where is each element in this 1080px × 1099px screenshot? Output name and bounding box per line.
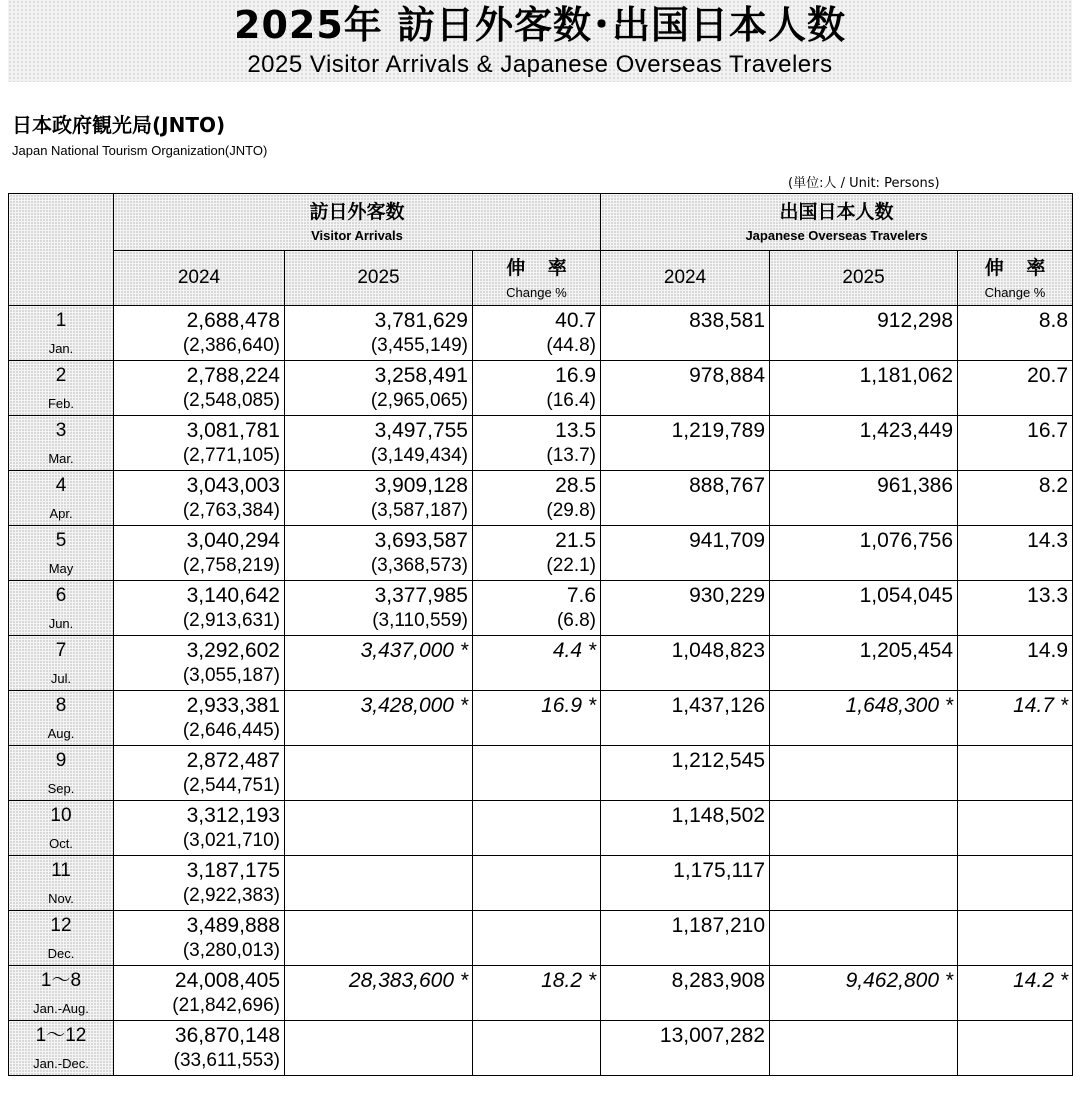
table-row xyxy=(9,746,1073,801)
cell-value: 2,933,381 xyxy=(186,694,280,717)
visitor-change-cell xyxy=(473,306,601,361)
overseas-change-cell xyxy=(958,636,1073,691)
cell-value: 888,767 xyxy=(689,474,766,497)
table-row xyxy=(9,361,1073,416)
cell-value: 1,148,502 xyxy=(671,804,766,827)
cell-value: 1,205,454 xyxy=(859,639,954,662)
visitor-change-cell xyxy=(473,416,601,471)
month-cell xyxy=(9,581,114,636)
cell-value: 1,187,210 xyxy=(671,914,766,937)
month-number: 1～8 xyxy=(40,970,82,991)
visitor-2025-cell xyxy=(285,471,473,526)
cell-prev-value: (2,913,631) xyxy=(182,610,280,631)
overseas-2025-cell xyxy=(770,911,958,966)
visitor-2025-cell xyxy=(285,581,473,636)
cell-prev-value: (2,386,640) xyxy=(182,335,280,356)
visitor-change-cell xyxy=(473,581,601,636)
overseas-change-cell xyxy=(958,526,1073,581)
cell-value: 14.9 xyxy=(1027,639,1069,662)
overseas-change-header xyxy=(958,251,1073,306)
visitor-2025-cell xyxy=(285,361,473,416)
month-abbr: Aug. xyxy=(47,726,75,741)
month-cell xyxy=(9,361,114,416)
cell-value: 3,043,003 xyxy=(186,474,280,497)
visitor-2024-cell xyxy=(114,691,285,746)
month-abbr: Sep. xyxy=(47,781,75,796)
cell-value: 1,175,117 xyxy=(673,859,766,882)
cell-prev-value: (33,611,553) xyxy=(173,1050,280,1071)
visitor-2025-cell xyxy=(285,856,473,911)
month-number: 1 xyxy=(55,310,67,331)
cell-value: 21.5 xyxy=(555,529,597,552)
cell-value: 3,187,175 xyxy=(186,859,280,882)
overseas-change-cell xyxy=(958,581,1073,636)
month-number: 6 xyxy=(55,585,67,606)
visitor-2024-cell xyxy=(114,471,285,526)
visitor-2025-cell xyxy=(285,636,473,691)
overseas-change-cell xyxy=(958,416,1073,471)
cell-value: 912,298 xyxy=(877,309,954,332)
month-cell xyxy=(9,1021,114,1076)
visitor-change-header-jp: 伸 率 xyxy=(506,257,575,279)
cell-value: 961,386 xyxy=(877,474,954,497)
table-row xyxy=(9,801,1073,856)
table-row xyxy=(9,526,1073,581)
visitor-change-cell xyxy=(473,471,601,526)
overseas-change-cell xyxy=(958,306,1073,361)
overseas-2024-cell xyxy=(601,526,770,581)
cell-value: 3,081,781 xyxy=(186,419,280,442)
overseas-2024-cell xyxy=(601,636,770,691)
visitor-2024-cell xyxy=(114,581,285,636)
cell-value: 14.3 xyxy=(1027,529,1069,552)
cell-value: 2,872,487 xyxy=(186,749,280,772)
visitor-change-cell xyxy=(473,691,601,746)
overseas-2024-cell xyxy=(601,581,770,636)
cell-value: 13,007,282 xyxy=(659,1024,766,1047)
month-header-cell xyxy=(9,194,114,306)
table-row xyxy=(9,471,1073,526)
overseas-2024-cell xyxy=(601,911,770,966)
visitor-change-cell xyxy=(473,636,601,691)
cell-value: 3,437,000 * xyxy=(360,639,468,662)
month-number: 11 xyxy=(51,860,71,881)
cell-prev-value: (3,280,013) xyxy=(182,940,280,961)
month-cell xyxy=(9,966,114,1021)
month-number: 5 xyxy=(55,530,67,551)
cell-value: 930,229 xyxy=(689,584,766,607)
cell-value: 28,383,600 * xyxy=(348,969,468,992)
visitor-arrivals-header xyxy=(114,194,601,251)
visitor-2025-header: 2025 xyxy=(285,251,473,306)
visitor-2024-cell xyxy=(114,361,285,416)
month-number: 2 xyxy=(55,365,67,386)
cell-value xyxy=(473,1021,596,1024)
cell-prev-value: (3,110,559) xyxy=(372,610,468,631)
visitor-2024-cell xyxy=(114,966,285,1021)
cell-value xyxy=(770,1021,953,1024)
overseas-travelers-header-en: Japanese Overseas Travelers xyxy=(745,228,928,243)
cell-value: 13.3 xyxy=(1027,584,1069,607)
visitor-2024-cell xyxy=(114,856,285,911)
cell-value xyxy=(958,1021,1068,1024)
cell-value: 8.2 xyxy=(1038,474,1069,497)
cell-value: 16.9 xyxy=(555,364,597,387)
cell-value: 3,312,193 xyxy=(186,804,280,827)
visitor-2024-cell xyxy=(114,526,285,581)
cell-value: 1,648,300 * xyxy=(845,694,954,717)
cell-prev-value: (2,548,085) xyxy=(182,390,280,411)
visitor-2024-cell xyxy=(114,1021,285,1076)
visitor-2025-cell xyxy=(285,966,473,1021)
month-number: 12 xyxy=(50,915,72,936)
month-cell xyxy=(9,471,114,526)
overseas-travelers-header xyxy=(601,194,1073,251)
overseas-2024-cell xyxy=(601,416,770,471)
cell-value: 1,054,045 xyxy=(859,584,954,607)
cell-prev-value: (16.4) xyxy=(546,390,597,411)
month-cell xyxy=(9,856,114,911)
cell-prev-value: (29.8) xyxy=(546,500,597,521)
visitor-2025-cell xyxy=(285,911,473,966)
cell-prev-value: (2,965,065) xyxy=(370,390,468,411)
month-abbr: Jul. xyxy=(50,671,72,686)
month-number: 1～12 xyxy=(35,1025,87,1046)
cell-value: 16.9 * xyxy=(541,694,597,717)
cell-prev-value: (44.8) xyxy=(546,335,597,356)
month-number: 8 xyxy=(55,695,67,716)
cell-prev-value: (22.1) xyxy=(546,555,597,576)
cell-prev-value: (6.8) xyxy=(556,610,597,631)
overseas-2024-cell xyxy=(601,306,770,361)
overseas-2024-cell xyxy=(601,1021,770,1076)
month-abbr: Mar. xyxy=(48,451,74,466)
cell-value: 3,258,491 xyxy=(374,364,468,387)
overseas-2024-cell xyxy=(601,691,770,746)
visitor-2024-header: 2024 xyxy=(114,251,285,306)
month-abbr: Jun. xyxy=(48,616,74,631)
month-number: 9 xyxy=(55,750,67,771)
cell-value: 3,040,294 xyxy=(186,529,280,552)
overseas-2025-cell xyxy=(770,1021,958,1076)
cell-value: 1,048,823 xyxy=(671,639,766,662)
cell-value: 7.6 xyxy=(566,584,597,607)
cell-prev-value: (3,149,434) xyxy=(370,445,468,466)
visitor-change-header xyxy=(473,251,601,306)
cell-value: 1,437,126 xyxy=(671,694,766,717)
visitor-2025-cell xyxy=(285,526,473,581)
overseas-2025-cell xyxy=(770,856,958,911)
organization-name-jp: 日本政府観光局(JNTO) xyxy=(12,113,226,137)
month-cell xyxy=(9,911,114,966)
month-cell xyxy=(9,636,114,691)
cell-prev-value: (3,055,187) xyxy=(182,665,280,686)
month-cell xyxy=(9,801,114,856)
month-abbr: Jan.-Dec. xyxy=(33,1056,89,1071)
cell-value: 36,870,148 xyxy=(174,1024,280,1047)
cell-value xyxy=(285,911,468,914)
cell-value: 8.8 xyxy=(1038,309,1069,332)
cell-value: 24,008,405 xyxy=(174,969,280,992)
cell-value: 20.7 xyxy=(1027,364,1069,387)
overseas-2025-cell xyxy=(770,636,958,691)
visitor-2024-cell xyxy=(114,416,285,471)
cell-value xyxy=(958,801,1068,804)
unit-note: (単位:人 / Unit: Persons) xyxy=(788,176,940,191)
visitor-2024-cell xyxy=(114,306,285,361)
month-number: 10 xyxy=(50,805,72,826)
cell-value: 1,181,062 xyxy=(859,364,954,387)
visitor-2024-cell xyxy=(114,746,285,801)
cell-prev-value: (3,455,149) xyxy=(370,335,468,356)
cell-value xyxy=(770,746,953,749)
cell-value: 978,884 xyxy=(689,364,766,387)
overseas-2024-cell xyxy=(601,471,770,526)
overseas-2025-cell xyxy=(770,746,958,801)
cell-value: 16.7 xyxy=(1027,419,1069,442)
overseas-2024-cell xyxy=(601,746,770,801)
cell-value: 3,377,985 xyxy=(374,584,468,607)
cell-prev-value: (2,758,219) xyxy=(182,555,280,576)
overseas-change-cell xyxy=(958,801,1073,856)
table-row xyxy=(9,636,1073,691)
overseas-2024-header: 2024 xyxy=(601,251,770,306)
visitor-change-header-en: Change % xyxy=(506,285,567,300)
month-cell xyxy=(9,746,114,801)
cell-value xyxy=(958,856,1068,859)
overseas-2024-cell xyxy=(601,856,770,911)
visitor-change-cell xyxy=(473,746,601,801)
overseas-change-cell xyxy=(958,471,1073,526)
month-abbr: Oct. xyxy=(49,836,73,851)
cell-prev-value: (13.7) xyxy=(546,445,597,466)
cell-value xyxy=(958,746,1068,749)
overseas-2025-cell xyxy=(770,526,958,581)
overseas-2024-cell xyxy=(601,361,770,416)
overseas-change-cell xyxy=(958,1021,1073,1076)
visitor-change-cell xyxy=(473,801,601,856)
table-row xyxy=(9,691,1073,746)
cell-prev-value: (21,842,696) xyxy=(172,995,280,1016)
cell-value: 3,489,888 xyxy=(186,914,280,937)
overseas-2025-cell xyxy=(770,306,958,361)
visitor-change-cell xyxy=(473,1021,601,1076)
cell-value xyxy=(473,746,596,749)
cell-prev-value: (2,646,445) xyxy=(182,720,280,741)
visitor-2024-cell xyxy=(114,801,285,856)
visitor-change-cell xyxy=(473,911,601,966)
visitor-2025-cell xyxy=(285,691,473,746)
visitor-2025-cell xyxy=(285,306,473,361)
cell-value xyxy=(770,911,953,914)
cell-prev-value: (3,587,187) xyxy=(370,500,468,521)
cell-value: 3,292,602 xyxy=(186,639,280,662)
cell-value: 2,688,478 xyxy=(186,309,280,332)
month-abbr: Jan.-Aug. xyxy=(33,1001,89,1016)
month-cell xyxy=(9,416,114,471)
month-abbr: May xyxy=(48,561,74,576)
month-cell xyxy=(9,691,114,746)
cell-value: 14.2 * xyxy=(1013,969,1069,992)
cell-value: 28.5 xyxy=(555,474,597,497)
visitor-change-cell xyxy=(473,856,601,911)
overseas-change-cell xyxy=(958,911,1073,966)
cell-prev-value: (2,544,751) xyxy=(182,775,280,796)
page-title-jp: 2025年 訪日外客数･出国日本人数 xyxy=(234,3,846,47)
overseas-2024-cell xyxy=(601,966,770,1021)
month-abbr: Dec. xyxy=(47,946,75,961)
visitor-change-cell xyxy=(473,526,601,581)
overseas-2025-cell xyxy=(770,471,958,526)
visitor-change-cell xyxy=(473,966,601,1021)
statistics-table xyxy=(8,193,1073,1076)
cell-prev-value: (3,021,710) xyxy=(182,830,280,851)
month-abbr: Feb. xyxy=(47,396,74,411)
cell-value: 3,497,755 xyxy=(374,419,468,442)
cell-value xyxy=(285,1021,468,1024)
cell-value: 1,076,756 xyxy=(859,529,954,552)
cell-value xyxy=(473,856,596,859)
cell-prev-value: (3,368,573) xyxy=(370,555,468,576)
cell-value: 18.2 * xyxy=(541,969,597,992)
month-number: 7 xyxy=(55,640,67,661)
cell-value xyxy=(285,856,468,859)
cell-value xyxy=(473,801,596,804)
cell-value: 3,693,587 xyxy=(374,529,468,552)
month-abbr: Jan. xyxy=(48,341,74,356)
cell-value: 1,212,545 xyxy=(671,749,766,772)
cell-value xyxy=(473,911,596,914)
table-row xyxy=(9,966,1073,1021)
month-abbr: Apr. xyxy=(49,506,73,521)
cell-value: 3,140,642 xyxy=(186,584,280,607)
visitor-2025-cell xyxy=(285,801,473,856)
cell-value: 40.7 xyxy=(555,309,597,332)
visitor-2025-cell xyxy=(285,1021,473,1076)
cell-value: 9,462,800 * xyxy=(845,969,954,992)
cell-value: 13.5 xyxy=(555,419,597,442)
overseas-travelers-header-jp: 出国日本人数 xyxy=(779,201,894,223)
month-number: 3 xyxy=(55,420,67,441)
cell-value: 3,781,629 xyxy=(374,309,468,332)
visitor-change-cell xyxy=(473,361,601,416)
cell-value xyxy=(770,801,953,804)
visitor-2024-cell xyxy=(114,911,285,966)
cell-value: 3,909,128 xyxy=(374,474,468,497)
table-row xyxy=(9,911,1073,966)
overseas-change-cell xyxy=(958,361,1073,416)
table-row xyxy=(9,581,1073,636)
page-title-en: 2025 Visitor Arrivals & Japanese Overseas Travelers xyxy=(247,51,833,78)
table-row xyxy=(9,856,1073,911)
cell-value: 4.4 * xyxy=(552,639,597,662)
overseas-change-cell xyxy=(958,966,1073,1021)
cell-value xyxy=(285,746,468,749)
visitor-arrivals-header-jp: 訪日外客数 xyxy=(309,201,405,223)
cell-value: 941,709 xyxy=(689,529,766,552)
cell-value: 3,428,000 * xyxy=(360,694,468,717)
organization-name-en: Japan National Tourism Organization(JNTO) xyxy=(12,143,268,158)
month-cell xyxy=(9,306,114,361)
cell-prev-value: (2,922,383) xyxy=(182,885,280,906)
visitor-2025-cell xyxy=(285,416,473,471)
overseas-2024-cell xyxy=(601,801,770,856)
cell-value xyxy=(285,801,468,804)
visitor-2025-cell xyxy=(285,746,473,801)
cell-prev-value: (2,763,384) xyxy=(182,500,280,521)
overseas-2025-cell xyxy=(770,801,958,856)
month-cell xyxy=(9,526,114,581)
overseas-change-cell xyxy=(958,691,1073,746)
overseas-2025-cell xyxy=(770,416,958,471)
overseas-2025-cell xyxy=(770,966,958,1021)
table-row xyxy=(9,416,1073,471)
overseas-change-cell xyxy=(958,856,1073,911)
overseas-change-header-en: Change % xyxy=(984,285,1046,300)
month-number: 4 xyxy=(55,475,67,496)
visitor-2024-cell xyxy=(114,636,285,691)
month-abbr: Nov. xyxy=(48,891,74,906)
cell-value xyxy=(770,856,953,859)
visitor-arrivals-header-en: Visitor Arrivals xyxy=(311,228,403,243)
cell-value: 1,423,449 xyxy=(859,419,954,442)
cell-value: 8,283,908 xyxy=(671,969,766,992)
overseas-2025-header: 2025 xyxy=(770,251,958,306)
cell-value: 2,788,224 xyxy=(186,364,280,387)
overseas-change-header-jp: 伸 率 xyxy=(984,257,1054,279)
table-row xyxy=(9,306,1073,361)
table-row xyxy=(9,1021,1073,1076)
overseas-change-cell xyxy=(958,746,1073,801)
cell-value xyxy=(958,911,1068,914)
table-body xyxy=(9,306,1073,1076)
cell-value: 1,219,789 xyxy=(671,419,766,442)
overseas-2025-cell xyxy=(770,691,958,746)
cell-prev-value: (2,771,105) xyxy=(182,445,280,466)
cell-value: 838,581 xyxy=(689,309,766,332)
overseas-2025-cell xyxy=(770,361,958,416)
cell-value: 14.7 * xyxy=(1013,694,1069,717)
overseas-2025-cell xyxy=(770,581,958,636)
